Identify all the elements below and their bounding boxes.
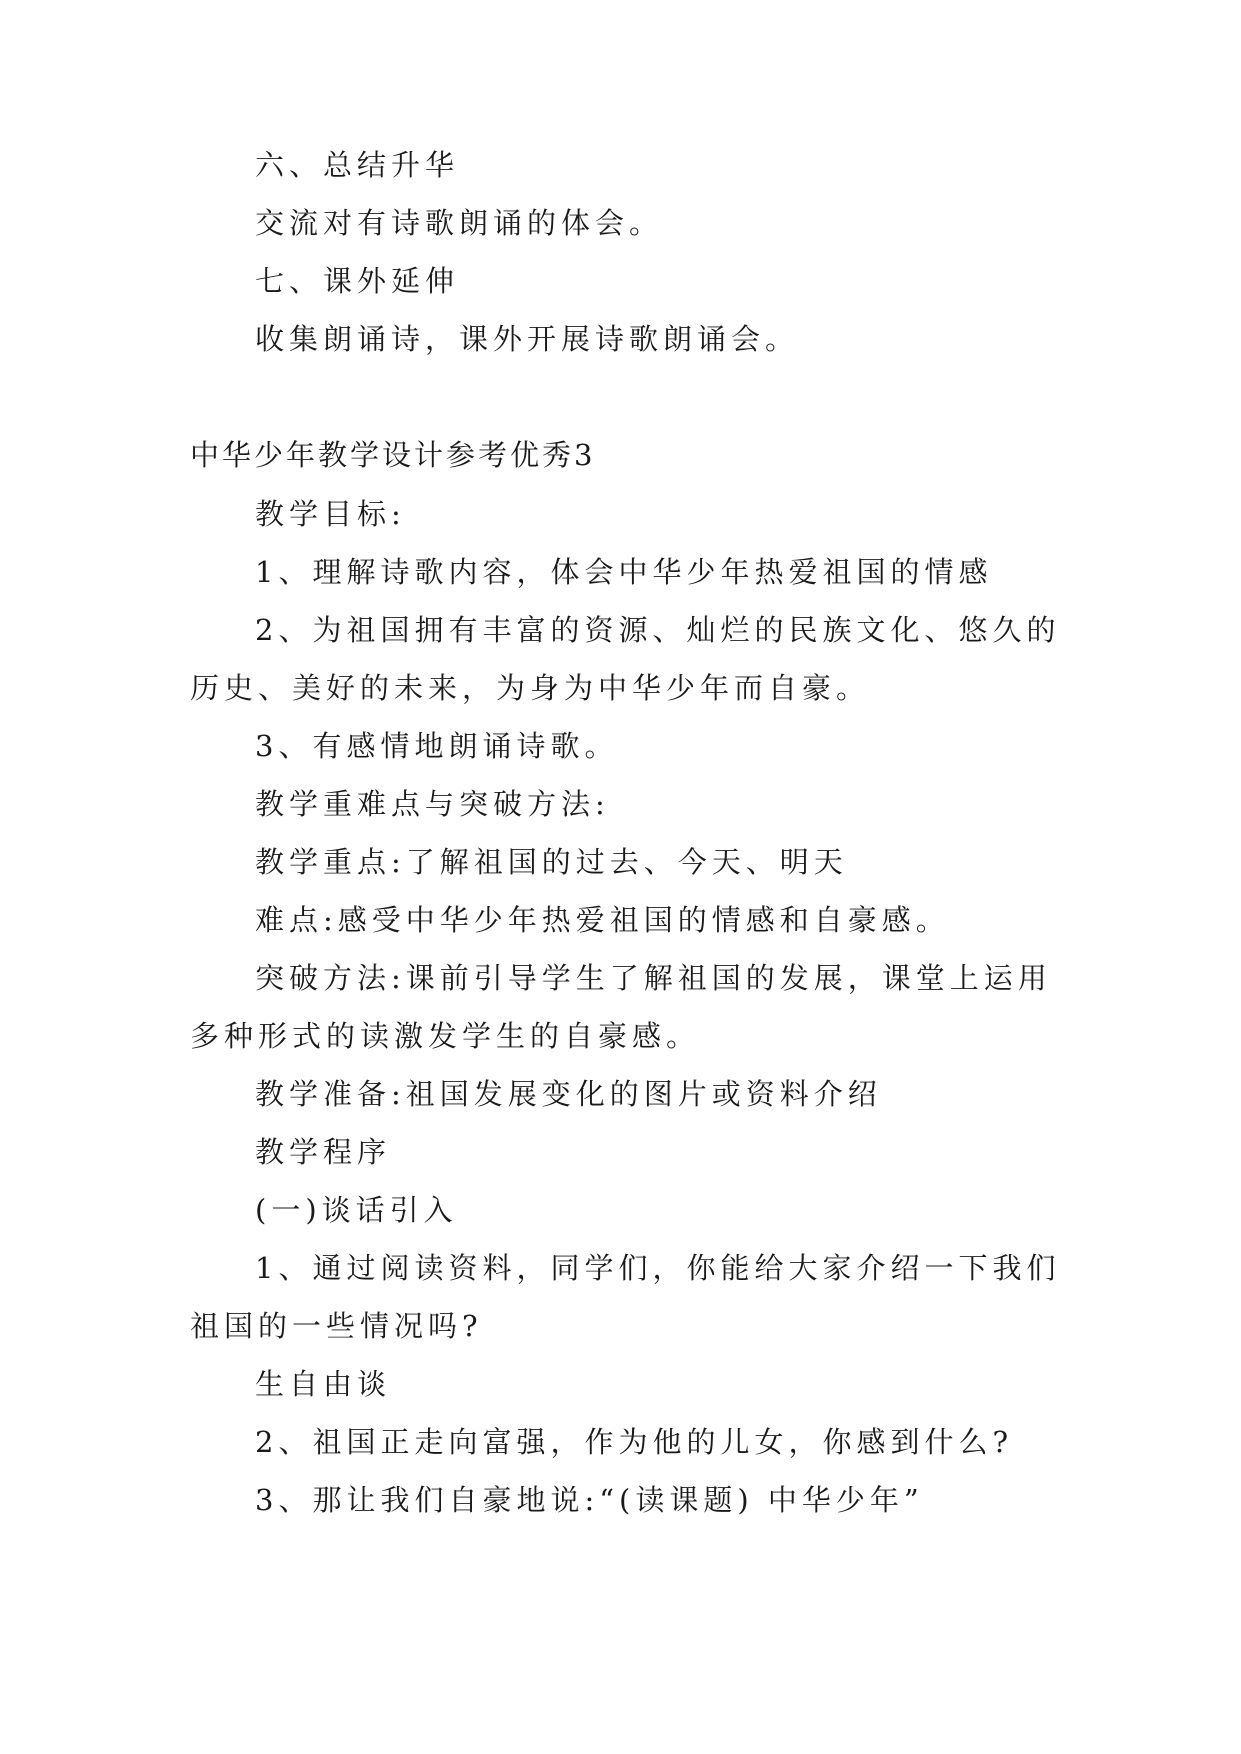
paragraph-line: 2、祖国正走向富强，作为他的儿女，你感到什么?: [255, 1425, 1013, 1459]
paragraph-line: 2、为祖国拥有丰富的资源、灿烂的民族文化、悠久的: [255, 613, 1061, 647]
paragraph-line: 交流对有诗歌朗诵的体会。: [255, 206, 664, 240]
section-heading-extension: 七、课外延伸: [255, 264, 460, 298]
paragraph-line: 收集朗诵诗，课外开展诗歌朗诵会。: [255, 322, 800, 356]
paragraph-line: 1、通过阅读资料，同学们，你能给大家介绍一下我们: [255, 1251, 1061, 1285]
paragraph-line: 突破方法:课前引导学生了解祖国的发展，课堂上运用: [255, 961, 1052, 995]
document-title: 中华少年教学设计参考优秀3: [190, 438, 596, 472]
paragraph-line: 祖国的一些情况吗?: [190, 1309, 483, 1343]
paragraph-line: 教学准备:祖国发展变化的图片或资料介绍: [255, 1077, 882, 1111]
paragraph-line: 1、理解诗歌内容，体会中华少年热爱祖国的情感: [255, 555, 993, 589]
paragraph-line: 3、那让我们自豪地说:“(读课题) 中华少年”: [255, 1483, 924, 1517]
paragraph-line: 历史、美好的未来，为身为中华少年而自豪。: [190, 671, 871, 705]
paragraph-line: 生自由谈: [255, 1367, 392, 1401]
paragraph-line: 难点:感受中华少年热爱祖国的情感和自豪感。: [255, 903, 950, 937]
section-heading-summary: 六、总结升华: [255, 148, 460, 182]
paragraph-line: 教学重点:了解祖国的过去、今天、明天: [255, 845, 848, 879]
paragraph-line: (一)谈话引入: [255, 1193, 458, 1227]
paragraph-line: 多种形式的读激发学生的自豪感。: [190, 1019, 701, 1053]
paragraph-line: 教学重难点与突破方法:: [255, 787, 610, 821]
paragraph-line: 3、有感情地朗诵诗歌。: [255, 729, 619, 763]
paragraph-line: 教学程序: [255, 1135, 392, 1169]
paragraph-line: 教学目标:: [255, 497, 406, 531]
